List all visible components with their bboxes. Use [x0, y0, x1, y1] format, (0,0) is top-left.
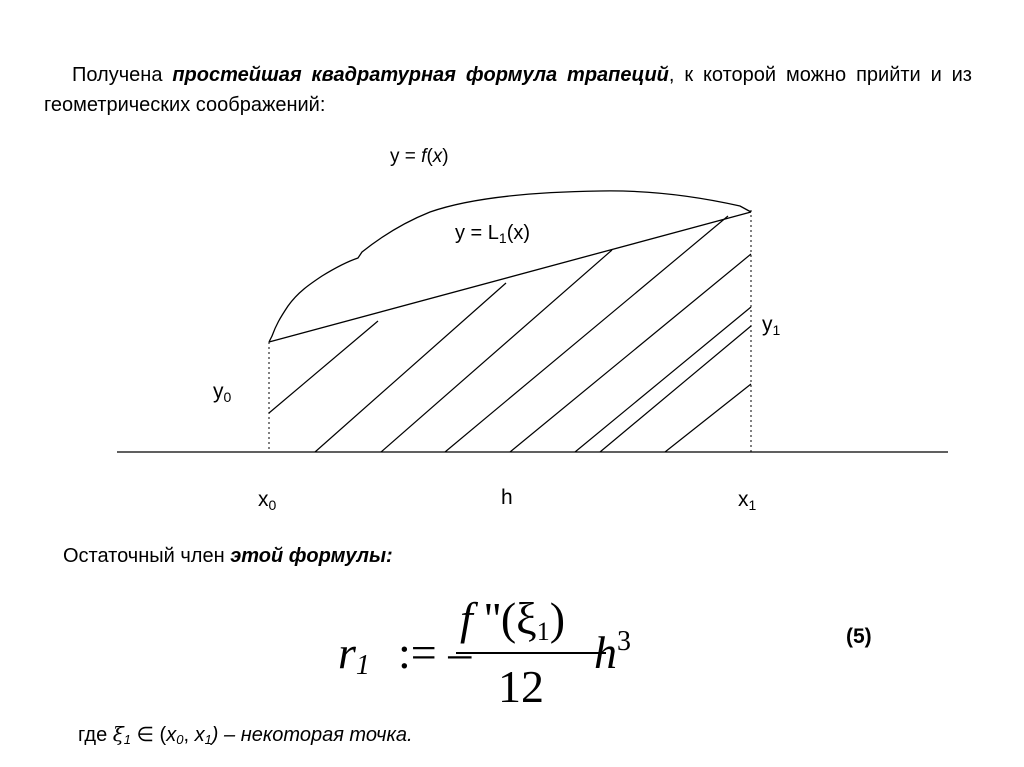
formula-denominator: 12: [498, 661, 544, 712]
equation-number: (5): [846, 625, 872, 648]
formula-r: $r_1$: [338, 627, 370, 681]
y0-label: $y_0$: [213, 380, 232, 405]
hatching: [269, 216, 751, 452]
intro-tail: , к которой можно прийти и из геометрических соображений:: [44, 64, 972, 116]
remainder-heading: Остаточный член этой формулы:: [63, 545, 393, 567]
y1-label: $y_1$: [762, 313, 781, 338]
chord-label: $y = L_1(x)$: [455, 222, 531, 246]
formula-h: $h^3$: [594, 626, 631, 678]
formula-assign: := –: [398, 627, 472, 678]
curve-label: y = f(x): [390, 146, 449, 167]
formula-numerator: f ''$(\xi_1)$: [460, 593, 566, 646]
x0-label: $x_0$: [258, 488, 277, 513]
x1-label: $x_1$: [738, 488, 757, 513]
where-note: где $\xi_1$ ∈ ($x_0$, $x_1$) – некоторая точка.: [78, 722, 413, 747]
fraction-bar: [456, 652, 606, 654]
intro-emphasis: простейшая квадратурная формула трапеций: [172, 64, 669, 86]
curve-f: [269, 191, 751, 342]
intro-lead: Получена: [72, 64, 163, 86]
h-label: h: [501, 486, 513, 509]
